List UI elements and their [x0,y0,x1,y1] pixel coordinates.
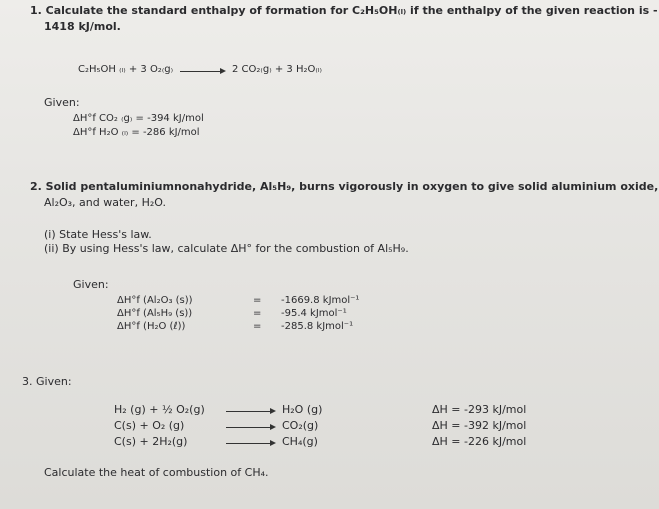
q3-reaction-0-right: H₂O (g) [282,403,323,416]
q2-part-i: (i) State Hess's law. [44,228,152,241]
q2-line2: Al₂O₃, and water, H₂O. [44,196,166,209]
q2-given-label: Given: [73,278,109,291]
q3-question: Calculate the heat of combustion of CH₄. [44,466,269,479]
q3-reaction-0-dh: ΔH = -293 kJ/mol [432,403,527,416]
q3-reaction-1-right: CO₂(g) [282,419,319,432]
q2-row-0-label: ΔH°f (Al₂O₃ (s)) [117,295,193,306]
q2-row-0-eq: = [253,295,262,306]
q1-equation-left: C₂H₅OH ₍ₗ₎ + 3 O₂₍g₎ [78,64,174,75]
q1-line1: 1. Calculate the standard enthalpy of formation for C₂H₅OH₍ₗ₎ if the enthalpy of the given reaction is - [30,4,658,17]
q3-reaction-1-arrow [226,427,274,428]
q3-reaction-0-left: H₂ (g) + ½ O₂(g) [114,403,205,416]
q1-arrow [180,71,224,72]
q2-row-2-value: -285.8 kJmol⁻¹ [281,321,354,332]
q3-reaction-0-arrow [226,411,274,412]
q3-given-label: 3. Given: [22,375,72,388]
q1-given-1: ΔH°f CO₂ ₍g₎ = -394 kJ/mol [73,113,204,124]
q3-reaction-2-arrow [226,443,274,444]
q1-given-label: Given: [44,96,80,109]
q2-row-1-label: ΔH°f (Al₅H₉ (s)) [117,308,193,319]
q2-row-2-eq: = [253,321,262,332]
q2-row-1-eq: = [253,308,262,319]
q2-row-0-value: -1669.8 kJmol⁻¹ [281,295,360,306]
q2-row-1-value: -95.4 kJmol⁻¹ [281,308,347,319]
q3-reaction-1-left: C(s) + O₂ (g) [114,419,185,432]
q3-reaction-2-left: C(s) + 2H₂(g) [114,435,188,448]
q2-row-2-label: ΔH°f (H₂O (ℓ)) [117,321,186,332]
q1-equation-right: 2 CO₂₍g₎ + 3 H₂O₍ₗ₎ [232,64,322,75]
q1-line2: 1418 kJ/mol. [44,20,121,33]
q3-reaction-2-dh: ΔH = -226 kJ/mol [432,435,527,448]
q2-line1: 2. Solid pentaluminiumnonahydride, Al₅H₉, burns vigorously in oxygen to give solid aluminium oxide, [30,180,659,193]
q3-reaction-1-dh: ΔH = -392 kJ/mol [432,419,527,432]
q2-part-ii: (ii) By using Hess's law, calculate ΔH° for the combustion of Al₅H₉. [44,242,409,255]
q3-reaction-2-right: CH₄(g) [282,435,318,448]
q1-given-2: ΔH°f H₂O ₍ₗ₎ = -286 kJ/mol [73,127,200,138]
